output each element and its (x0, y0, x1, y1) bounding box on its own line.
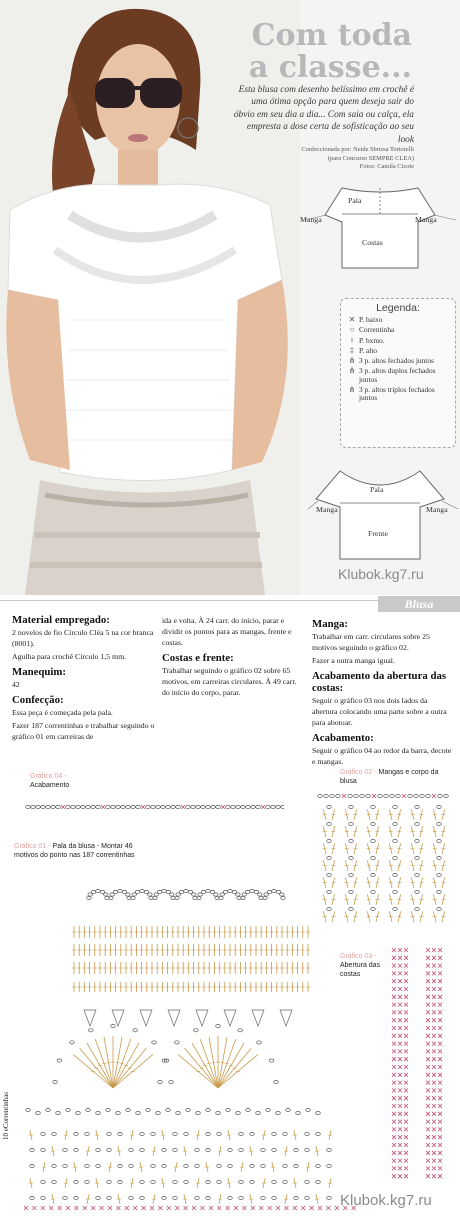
schema-back-manga-right: Manga (415, 215, 437, 224)
legend-item: ‡ P. alto (345, 347, 451, 355)
material-yarn: 2 novelos de fio Círculo Cléa 5 na cor branca (8001). (12, 628, 154, 648)
section-rule (0, 600, 380, 601)
half-stitch-icon: ǂ (351, 335, 353, 345)
manga-text-2: Fazer a outra manga igual. (312, 656, 395, 665)
legend-item: ⋔ 3 p. altos duplos fechados juntos (345, 367, 451, 384)
schema-front (308, 463, 460, 563)
headline-line-1: Com toda (251, 18, 412, 53)
chart-02-body (314, 790, 460, 940)
abertura-text: Seguir o gráfico 03 nos dois lados da abertura colocando uma parte sobre a outra para abotoar. (312, 696, 447, 727)
heading-abertura: Acabamento da abertura das costas: (312, 670, 447, 694)
legend-item: ✕ P. baixo (345, 316, 451, 324)
legend-title: Legenda: (376, 302, 420, 314)
double-cluster-icon: ⋔ (348, 366, 356, 376)
legend-box (340, 298, 456, 448)
watermark-top: Klubok.kg7.ru (338, 566, 424, 582)
manga-text-1: Trabalhar em carr. circulares sobre 25 motivos seguindo o gráfico 02. (312, 632, 430, 652)
chart-02-name: Mangas e corpo da blusa (340, 769, 439, 785)
chart-02-tag: Gráfico 02 - (340, 769, 377, 776)
legend-item: ○ Correntinha (345, 326, 451, 334)
schema-back-drawing (300, 180, 460, 275)
schema-back-manga-left: Manga (300, 215, 322, 224)
headline-line-2: a classe... (248, 50, 412, 85)
heading-material: Material empregado: (12, 614, 110, 626)
watermark-bottom: Klubok.kg7.ru (340, 1192, 432, 1209)
chart-02-label (340, 768, 456, 786)
legend-item: ⋔ 3 p. altos triplos fechados juntos (345, 386, 451, 403)
column-1 (12, 610, 158, 744)
chart-01-tag: Gráfico 01 - (14, 843, 51, 850)
manequim-size: 42 (12, 680, 20, 689)
photo-spread (0, 0, 460, 595)
instructions-page (0, 596, 460, 1217)
cluster-icon: ⋔ (348, 356, 356, 366)
circle-icon: ○ (349, 325, 355, 335)
confeccao-cont: ida e volta. À 24 carr. do início, parar e dividir os pontos para as mangas, frente e costas. (162, 616, 292, 647)
credit-maker: Confeccionada por: Neide Sbrissa Tortorelli (301, 146, 414, 153)
column-2 (162, 614, 302, 700)
column-3 (312, 614, 454, 769)
chart-04-name: Acabamento (30, 782, 70, 789)
heading-acabamento: Acabamento: (312, 732, 374, 744)
heading-confeccao: Confecção: (12, 694, 64, 706)
credits (262, 146, 414, 172)
material-hook: Agulha para crochê Círculo 1,5 mm. (12, 652, 127, 661)
schema-front-frente: Frente (368, 529, 388, 538)
schema-back-costas: Costas (362, 238, 383, 247)
chart-04-tag: Gráfico 04 - (30, 773, 67, 780)
chart-03-tag: Gráfico 03 - (340, 953, 377, 960)
confeccao-text-1: Essa peça é começada pela pala. (12, 708, 113, 717)
intro-text: Esta blusa com desenho belíssimo em crochê é uma ótima opção para quem deseja sair do óbvio em seu dia a dia... Com saia ou calça, ela empresta a dose certa de sofisticação ao seu look (233, 85, 414, 145)
schema-back-pala: Pala (348, 196, 362, 205)
cross-icon: ✕ (348, 315, 356, 324)
chart-03-label (340, 952, 392, 979)
side-caption: 10 eCorrentinhas (2, 1091, 10, 1140)
chart-04-label (30, 772, 150, 790)
schema-front-pala: Pala (370, 485, 384, 494)
double-stitch-icon: ‡ (350, 345, 354, 355)
chart-01-name: Pala da blusa - Montar 46 motivos do ponto nas 187 correntinhas (14, 843, 135, 859)
schema-front-manga-right: Manga (426, 505, 448, 514)
credit-photo: Fotos: Camila Cicote (359, 163, 414, 171)
chart-01-label (14, 842, 152, 860)
legend-item: ǂ P. bxmo. (345, 337, 451, 345)
schema-front-manga-left: Manga (316, 505, 338, 514)
chart-03-opening (386, 946, 456, 1186)
schema-back (300, 180, 460, 275)
section-band: Blusa (378, 596, 460, 612)
chart-03-name: Abertura das costas (340, 962, 381, 978)
article-headline (242, 20, 412, 84)
heading-costas-frente: Costas e frente: (162, 652, 234, 664)
confeccao-text-2: Fazer 187 correntinhas e trabalhar seguindo o gráfico 01 em carreiras de (12, 721, 155, 741)
heading-manga: Manga: (312, 618, 348, 630)
credit-contest: (para Concurso SEMPRE CLEA) (327, 154, 414, 162)
heading-manequim: Manequim: (12, 666, 66, 678)
chart-04-edging (24, 800, 284, 814)
triple-cluster-icon: ⋔ (348, 385, 356, 395)
legend-item: ⋔ 3 p. altos fechados juntos (345, 357, 451, 365)
costas-frente-text: Trabalhar seguindo o gráfico 02 sobre 65 motivos, em carreiras circulares. À 49 carr. do início do corpo, parar. (162, 666, 297, 697)
acabamento-text: Seguir o gráfico 04 ao redor da barra, decote e mangas. (312, 746, 452, 766)
